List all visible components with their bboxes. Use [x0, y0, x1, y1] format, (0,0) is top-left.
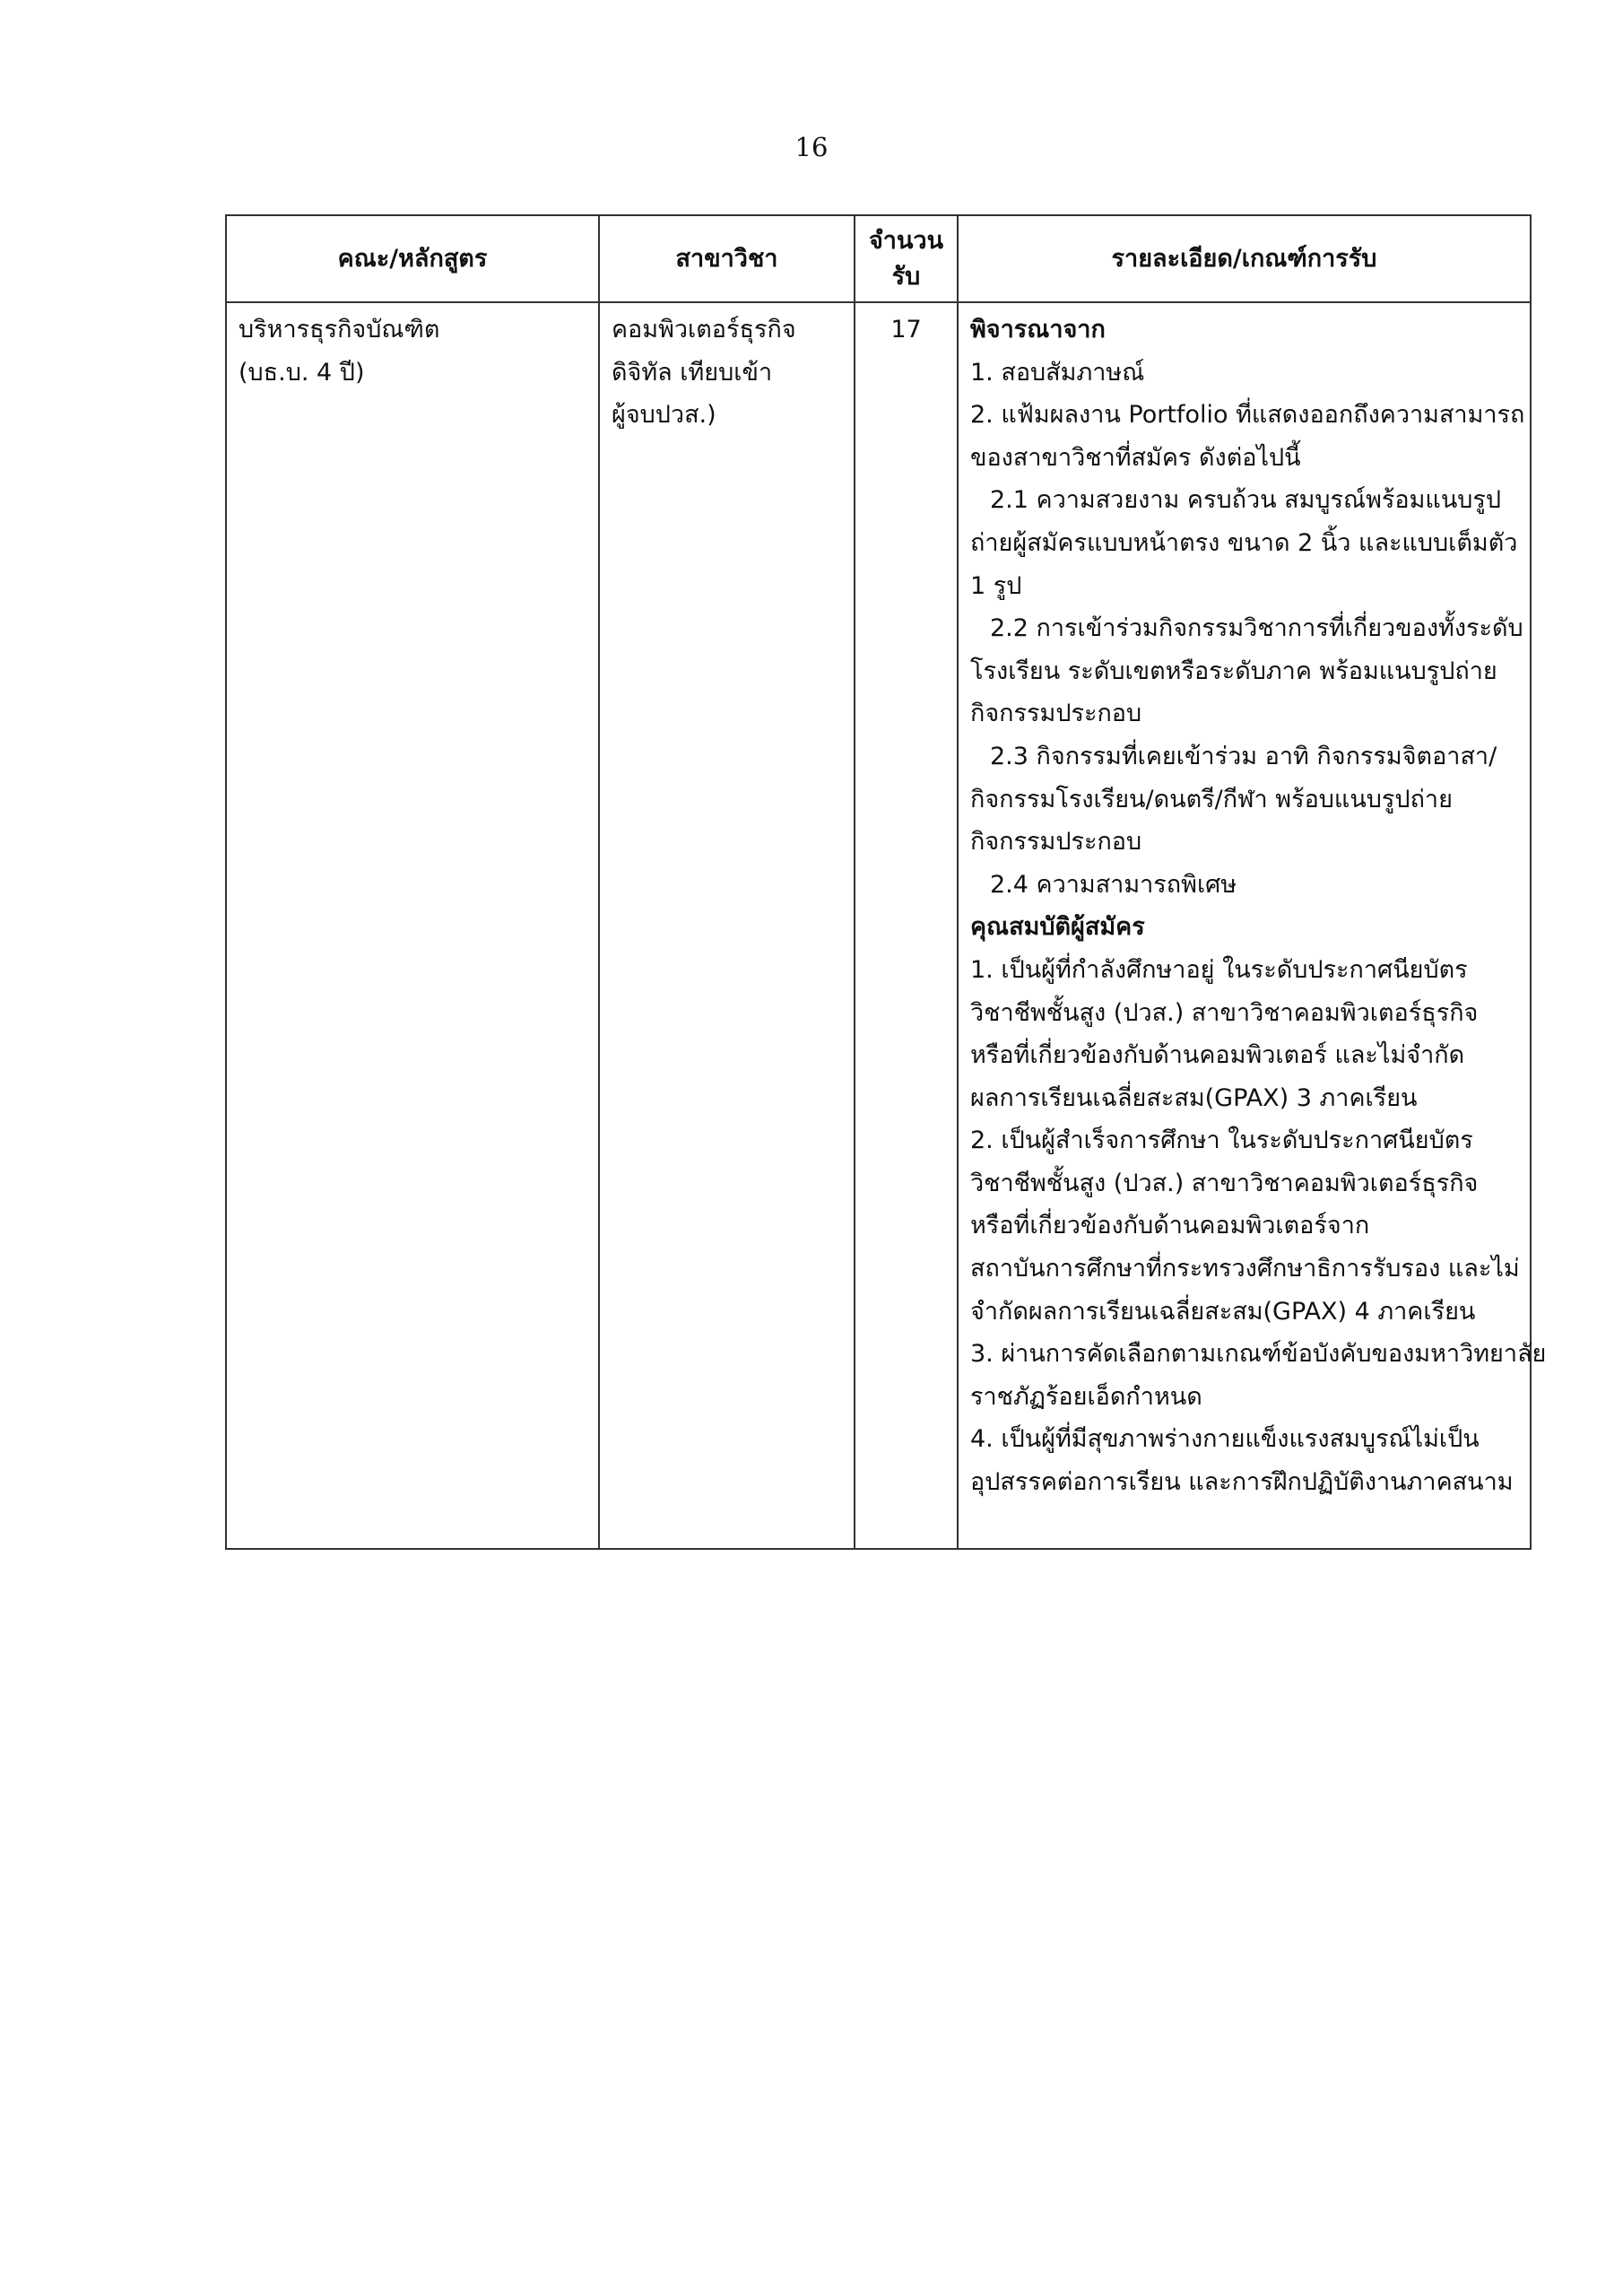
- page-number: 16: [794, 132, 829, 162]
- header-details: รายละเอียด/เกณฑ์การรับ: [958, 215, 1531, 302]
- detail-line: 1 รูป: [970, 571, 1022, 600]
- faculty-line: (บธ.บ. 4 ปี): [239, 358, 365, 387]
- detail-line: 4. เป็นผู้ที่มีสุขภาพร่างกายแข็งแรงสมบูรณ์ไม่เป็น: [970, 1425, 1480, 1454]
- detail-line: 3. ผ่านการคัดเลือกตามเกณฑ์ข้อบังคับของมหาวิทยาลัย: [970, 1340, 1547, 1369]
- detail-line: หรือที่เกี่ยวข้องกับด้านคอมพิวเตอร์จาก: [970, 1212, 1370, 1240]
- table-row: [226, 302, 1531, 1549]
- header-quota-line1: จำนวน: [868, 226, 944, 255]
- quota-value: 17: [890, 316, 922, 344]
- details-cell: [958, 302, 1547, 1549]
- detail-line: ราชภัฏร้อยเอ็ดกำหนด: [970, 1382, 1202, 1411]
- detail-line: 2.3 กิจกรรมที่เคยเข้าร่วม อาทิ กิจกรรมจิตอาสา/: [990, 742, 1497, 770]
- detail-line: กิจกรรมประกอบ: [970, 828, 1142, 857]
- detail-line: สถาบันการศึกษาที่กระทรวงศึกษาธิการรับรอง และไม่: [970, 1255, 1520, 1283]
- detail-line: วิชาชีพชั้นสูง (ปวส.) สาขาวิชาคอมพิวเตอร์ธุรกิจ: [970, 1169, 1479, 1197]
- section-heading: พิจารณาจาก: [970, 316, 1106, 344]
- detail-line: 2.2 การเข้าร่วมกิจกรรมวิชาการที่เกี่ยวของทั้งระดับ: [990, 614, 1523, 643]
- detail-line: อุปสรรคต่อการเรียน และการฝึกปฏิบัติงานภาคสนาม: [970, 1468, 1514, 1497]
- detail-line: หรือที่เกี่ยวข้องกับด้านคอมพิวเตอร์ และไม่จำกัด: [970, 1041, 1465, 1070]
- detail-line: จำกัดผลการเรียนเฉลี่ยสะสม(GPAX) 4 ภาคเรียน: [970, 1297, 1476, 1326]
- detail-line: ถ่ายผู้สมัครแบบหน้าตรง ขนาด 2 นิ้ว และแบบเต็มตัว: [970, 528, 1518, 557]
- detail-line: 1. เป็นผู้ที่กำลังศึกษาอยู่ ในระดับประกาศนียบัตร: [970, 955, 1468, 984]
- table-header-row: [226, 215, 1531, 302]
- detail-line: โรงเรียน ระดับเขตหรือระดับภาค พร้อมแนบรูปถ่าย: [970, 657, 1497, 685]
- header-major: สาขาวิชา: [599, 215, 855, 302]
- detail-line: วิชาชีพชั้นสูง (ปวส.) สาขาวิชาคอมพิวเตอร์ธุรกิจ: [970, 998, 1479, 1027]
- detail-line: 1. สอบสัมภาษณ์: [970, 358, 1145, 387]
- major-cell: [599, 302, 855, 1549]
- detail-line: 2. แฟ้มผลงาน Portfolio ที่แสดงออกถึงความสามารถ: [970, 401, 1525, 430]
- header-quota: [855, 215, 958, 302]
- detail-line: 2. เป็นผู้สำเร็จการศึกษา ในระดับประกาศนียบัตร: [970, 1126, 1473, 1155]
- detail-line: ผลการเรียนเฉลี่ยสะสม(GPAX) 3 ภาคเรียน: [970, 1083, 1418, 1112]
- quota-cell: [855, 302, 958, 1549]
- section-heading: คุณสมบัติผู้สมัคร: [970, 913, 1145, 942]
- major-line: คอมพิวเตอร์ธุรกิจ: [612, 316, 796, 344]
- detail-line: กิจกรรมโรงเรียน/ดนตรี/กีฬา พร้อบแนบรูปถ่าย: [970, 785, 1453, 813]
- major-line: ดิจิทัล เทียบเข้า: [612, 358, 773, 387]
- detail-line: 2.1 ความสวยงาม ครบถ้วน สมบูรณ์พร้อมแนบรูป: [990, 486, 1502, 515]
- faculty-line: บริหารธุรกิจบัณฑิต: [239, 316, 440, 344]
- detail-line: 2.4 ความสามารถพิเศษ: [990, 870, 1237, 899]
- detail-line: กิจกรรมประกอบ: [970, 700, 1142, 728]
- header-faculty: คณะ/หลักสูตร: [226, 215, 599, 302]
- header-quota-line2: รับ: [891, 262, 921, 291]
- detail-line: ของสาขาวิชาที่สมัคร ดังต่อไปนี้: [970, 443, 1301, 472]
- faculty-cell: [226, 302, 599, 1549]
- major-line: ผู้จบปวส.): [612, 401, 716, 430]
- admission-criteria-table: [225, 214, 1547, 1550]
